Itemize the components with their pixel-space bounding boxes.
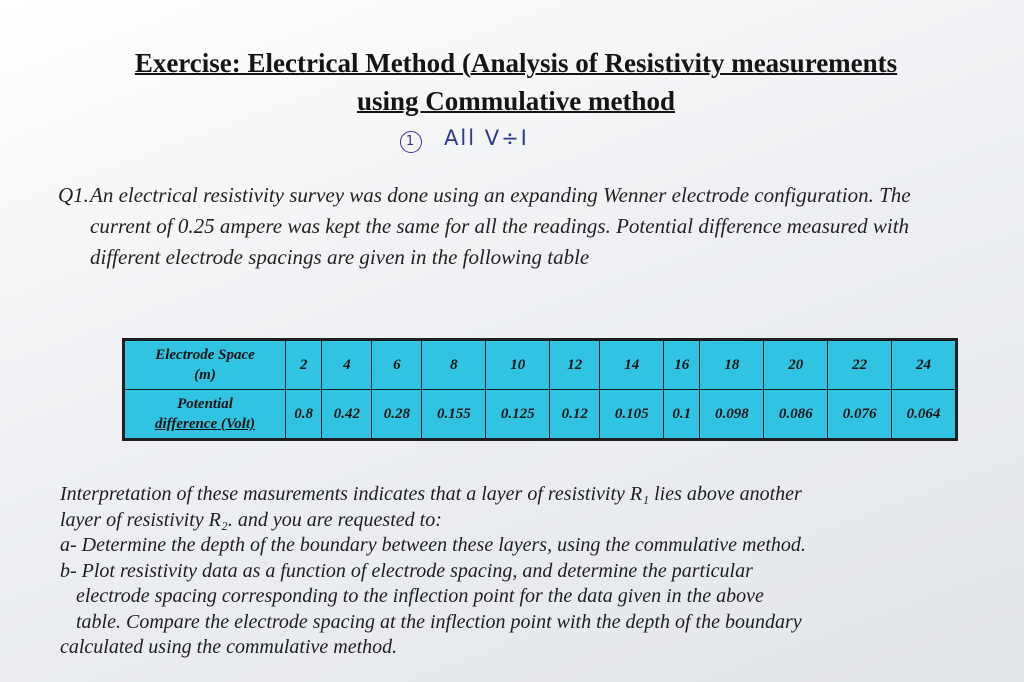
interpretation-line: Interpretation of these masurements indicates that a layer of resistivity R₁ lies above another	[60, 483, 802, 505]
table-cell: 18	[700, 341, 764, 390]
table-cell: 24	[892, 341, 956, 390]
table-cell: 0.064	[892, 390, 956, 439]
task-b-continued: calculated using the commulative method.	[60, 636, 398, 658]
table-cell: 0.42	[322, 390, 372, 439]
table-cell: 0.076	[828, 390, 892, 439]
question-label: Q1.	[58, 183, 89, 207]
title-line-2: using Commulative method	[356, 86, 675, 116]
task-a: a- Determine the depth of the boundary between these layers, using the commulative method.	[60, 534, 806, 556]
table-cell: 0.125	[486, 390, 550, 439]
table-cell: 2	[286, 341, 322, 390]
table-cell: 20	[764, 341, 828, 390]
table-row-potential-difference	[125, 390, 956, 439]
table-row-electrode-space	[125, 341, 956, 390]
handwritten-text: All V÷I	[444, 126, 529, 150]
table-cell: 10	[486, 341, 550, 390]
task-b: b- Plot resistivity data as a function of electrode spacing, and determine the particular	[60, 559, 753, 582]
task-b-continued: table. Compare the electrode spacing at the inflection point with the depth of the boundary	[76, 610, 802, 633]
table-cell: 22	[828, 341, 892, 390]
question-1	[58, 180, 918, 273]
table-cell: 0.155	[422, 390, 486, 439]
data-table	[122, 338, 958, 441]
table-cell: 0.098	[700, 390, 764, 439]
task-b-continued: electrode spacing corresponding to the inflection point for the data given in the above	[76, 585, 764, 607]
interpretation-text	[60, 482, 960, 661]
table-cell: 0.28	[372, 390, 422, 439]
table-cell: 0.8	[286, 390, 322, 439]
interpretation-line: layer of resistivity R₂. and you are requested to:	[60, 508, 442, 531]
table-cell: 14	[600, 341, 664, 390]
table-cell: 4	[322, 341, 372, 390]
table-cell: 6	[372, 341, 422, 390]
row-header-electrode-space: Electrode Space (m)	[125, 341, 286, 390]
question-text: An electrical resistivity survey was done using an expanding Wenner electrode configuration. The current of 0.25 ampere was kept the same for all the readings. Potential difference measured with different electrode spacings are given in the following table	[90, 183, 911, 269]
title-line-1: Exercise: Electrical Method (Analysis of Resistivity measurements	[134, 48, 898, 78]
page-title	[96, 44, 936, 120]
row-header-potential-difference: Potential difference (Volt)	[125, 390, 286, 439]
circled-number: 1	[400, 131, 422, 153]
table-cell: 0.086	[764, 390, 828, 439]
table-cell: 12	[550, 341, 600, 390]
table-cell: 0.105	[600, 390, 664, 439]
table-cell: 0.1	[664, 390, 700, 439]
table-cell: 0.12	[550, 390, 600, 439]
table-cell: 8	[422, 341, 486, 390]
handwritten-note	[400, 126, 529, 153]
table-cell: 16	[664, 341, 700, 390]
